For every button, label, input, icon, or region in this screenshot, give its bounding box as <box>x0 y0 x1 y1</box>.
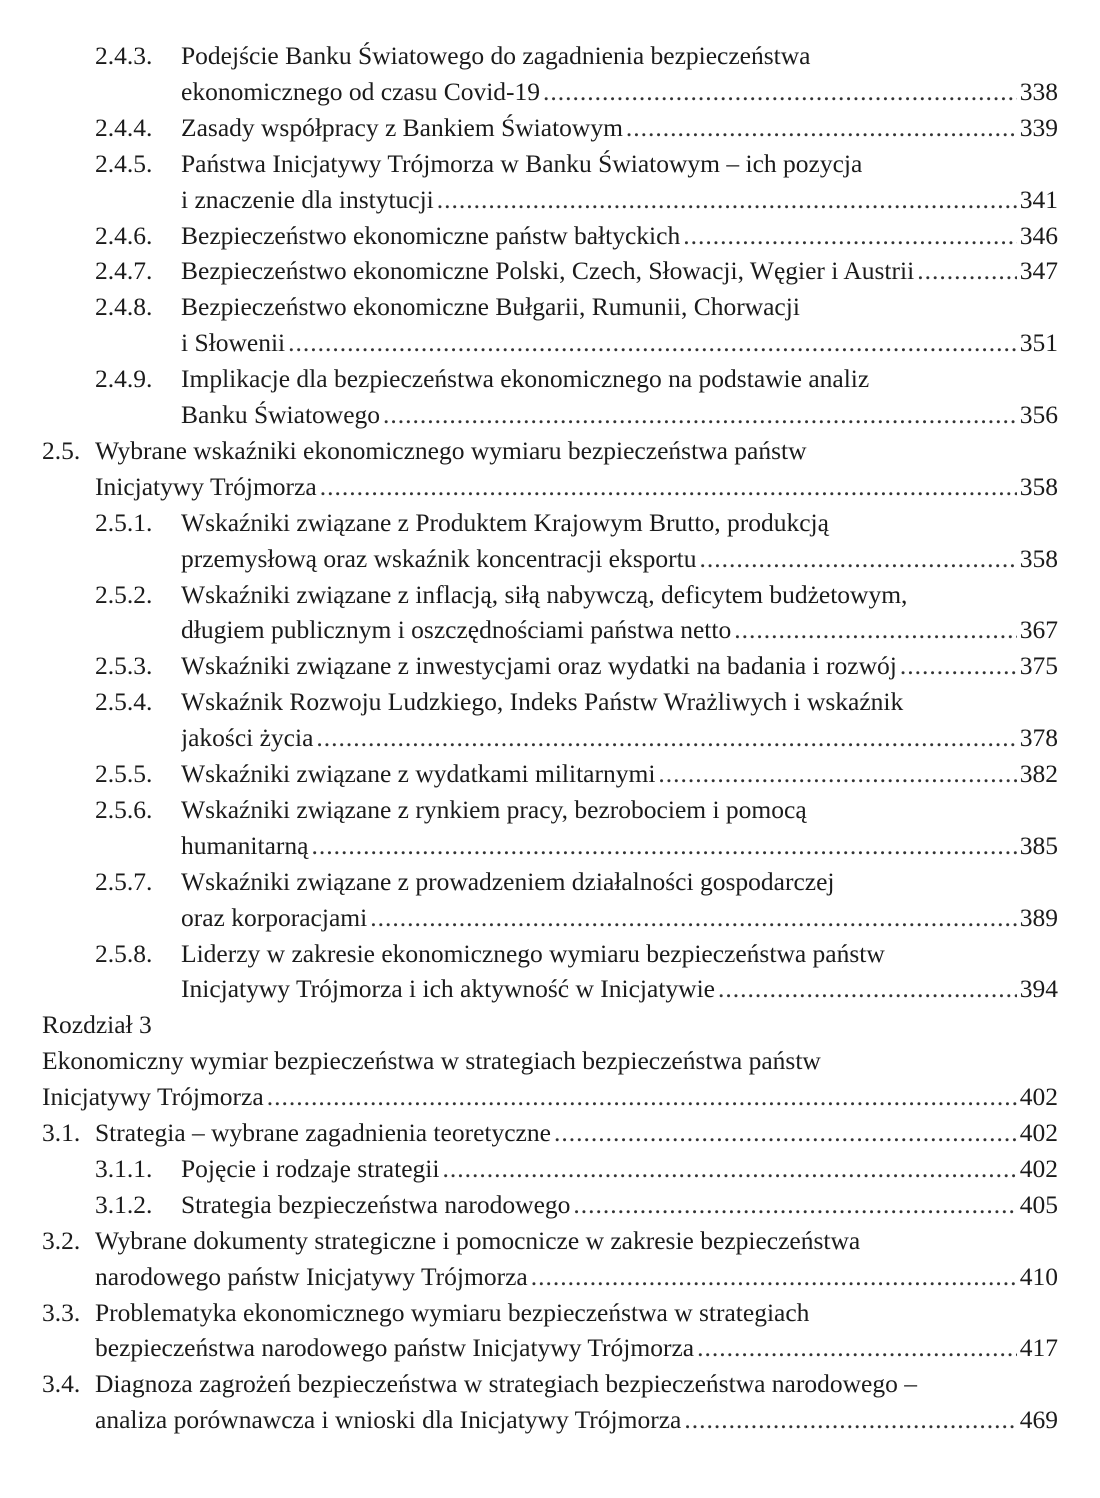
section-title: oraz korporacjami <box>181 902 368 932</box>
dot-leader <box>573 1187 1016 1223</box>
dot-leader <box>288 325 1017 361</box>
toc-entry-last-line <box>95 756 1058 792</box>
toc-entry-last-line <box>181 900 1058 936</box>
toc-entry-line <box>42 433 1058 469</box>
section-title: jakości życia <box>181 723 314 753</box>
section-title: Podejście Banku Światowego do zagadnienia bezpieczeństwa <box>181 41 811 70</box>
section-title: Wskaźnik Rozwoju Ludzkiego, Indeks Państw Wrażliwych i wskaźnik <box>181 687 904 717</box>
toc-entry-line <box>95 792 1058 828</box>
page-number: 382 <box>1019 759 1058 788</box>
page-number: 346 <box>1019 220 1058 250</box>
section-title: ekonomicznego od czasu Covid-19 <box>181 76 541 106</box>
section-title: Wskaźniki związane z rynkiem pracy, bezrobociem i pomocą <box>181 794 807 824</box>
page-number: 410 <box>1019 1261 1058 1291</box>
toc-entry-last-line <box>181 74 1058 110</box>
toc-entry-line <box>42 1007 1058 1043</box>
page-number: 389 <box>1019 902 1058 932</box>
section-number: 2.4.4. <box>95 112 153 142</box>
section-title: Strategia bezpieczeństwa narodowego <box>181 1189 571 1219</box>
page-number: 402 <box>1019 1153 1058 1183</box>
section-title: Wskaźniki związane z prowadzeniem działalności gospodarczej <box>181 866 835 896</box>
dot-leader <box>917 253 1017 289</box>
section-number: 2.4.3. <box>95 41 153 70</box>
page-number: 356 <box>1019 400 1058 429</box>
section-title: Wybrane dokumenty strategiczne i pomocnicze w zakresie bezpieczeństwa <box>95 1225 861 1255</box>
toc-entry-line <box>95 289 1058 325</box>
dot-leader <box>437 182 1017 218</box>
page-number: 394 <box>1019 974 1058 1004</box>
page-number: 338 <box>1019 76 1058 106</box>
toc-entry-last-line <box>181 612 1058 648</box>
dot-leader <box>267 1079 1017 1115</box>
toc-entry-last-line <box>181 182 1058 218</box>
section-title: narodowego państw Inicjatywy Trójmorza <box>95 1261 528 1291</box>
section-number: 2.5.5. <box>95 759 153 788</box>
section-number: 2.4.6. <box>95 220 153 250</box>
toc-entry-last-line <box>181 397 1058 433</box>
section-title: Państwa Inicjatywy Trójmorza w Banku Światowym – ich pozycja <box>181 148 863 178</box>
section-number: 2.5. <box>42 435 81 465</box>
dot-leader <box>683 218 1017 254</box>
section-number: 3.4. <box>42 1369 81 1399</box>
section-title: Inicjatywy Trójmorza i ich aktywność w Inicjatywie <box>181 974 715 1004</box>
section-title: Wybrane wskaźniki ekonomicznego wymiaru bezpieczeństwa państw <box>95 435 807 465</box>
section-number: 2.5.3. <box>95 651 153 681</box>
page-number: 339 <box>1019 112 1058 142</box>
section-title: bezpieczeństwa narodowego państw Inicjatywy Trójmorza <box>95 1333 695 1363</box>
toc-entry-last-line <box>95 110 1058 146</box>
page-number: 402 <box>1019 1118 1058 1147</box>
toc-entry-last-line <box>95 648 1058 684</box>
toc-entry-line <box>42 1043 1058 1079</box>
dot-leader <box>531 1259 1017 1295</box>
toc-entry-last-line <box>42 1079 1058 1115</box>
toc-entry-last-line <box>42 1115 1058 1151</box>
section-number: 2.5.7. <box>95 866 153 896</box>
section-title: Zasady współpracy z Bankiem Światowym <box>181 112 623 142</box>
section-title: Inicjatywy Trójmorza <box>42 1082 264 1112</box>
dot-leader <box>900 648 1017 684</box>
section-title: Banku Światowego <box>181 400 381 429</box>
toc-entry-line <box>42 1295 1058 1331</box>
toc-entry-line <box>95 864 1058 900</box>
dot-leader <box>626 110 1017 146</box>
toc-entry-last-line <box>95 253 1058 289</box>
toc-entry-last-line <box>95 218 1058 254</box>
page-number: 378 <box>1019 723 1058 753</box>
toc-entry-last-line <box>95 1187 1058 1223</box>
page-number: 375 <box>1019 651 1058 681</box>
page-number: 402 <box>1019 1082 1058 1112</box>
toc-entry-line <box>42 1366 1058 1402</box>
section-title: Diagnoza zagrożeń bezpieczeństwa w strategiach bezpieczeństwa narodowego – <box>95 1369 917 1399</box>
toc-entry-last-line <box>95 1151 1058 1187</box>
toc-entry-line <box>95 361 1058 397</box>
section-title: Inicjatywy Trójmorza <box>95 471 317 501</box>
page-number: 358 <box>1019 543 1058 573</box>
section-title: Bezpieczeństwo ekonomiczne państw bałtyckich <box>181 220 681 250</box>
section-title: Liderzy w zakresie ekonomicznego wymiaru bezpieczeństwa państw <box>181 938 885 968</box>
section-title: Strategia – wybrane zagadnienia teoretyczne <box>95 1118 551 1147</box>
section-number: 2.4.5. <box>95 148 153 178</box>
dot-leader <box>320 469 1017 505</box>
toc-entry-line <box>95 577 1058 613</box>
section-title: Wskaźniki związane z Produktem Krajowym Brutto, produkcją <box>181 507 829 537</box>
toc-entry-last-line <box>181 828 1058 864</box>
toc-entry-line <box>95 38 1058 74</box>
dot-leader <box>699 541 1016 577</box>
page-number: 347 <box>1019 256 1058 286</box>
section-title: i Słowenii <box>181 328 286 358</box>
section-number: 2.5.1. <box>95 507 153 537</box>
toc-entry-line <box>95 146 1058 182</box>
section-number: 2.4.9. <box>95 364 153 394</box>
page-number: 417 <box>1019 1333 1058 1363</box>
section-title: długiem publicznym i oszczędnościami państwa netto <box>181 615 732 645</box>
toc-entry-last-line <box>181 325 1058 361</box>
toc-entry-last-line <box>95 1259 1058 1295</box>
section-number: 3.2. <box>42 1225 81 1255</box>
toc-entry-last-line <box>95 1330 1058 1366</box>
section-title: Rozdział 3 <box>42 1010 152 1040</box>
dot-leader <box>554 1115 1017 1151</box>
section-title: Bezpieczeństwo ekonomiczne Polski, Czech, Słowacji, Węgier i Austrii <box>181 256 915 286</box>
page-number: 341 <box>1019 184 1058 214</box>
page-number: 385 <box>1019 830 1058 860</box>
section-title: Pojęcie i rodzaje strategii <box>181 1153 440 1183</box>
section-title: Ekonomiczny wymiar bezpieczeństwa w strategiach bezpieczeństwa państw <box>42 1046 821 1076</box>
dot-leader <box>658 756 1016 792</box>
dot-leader <box>442 1151 1016 1187</box>
section-number: 2.5.2. <box>95 579 153 609</box>
toc-entry-last-line <box>181 720 1058 756</box>
dot-leader <box>697 1330 1017 1366</box>
section-title: Wskaźniki związane z inwestycjami oraz wydatki na badania i rozwój <box>181 651 897 681</box>
section-number: 2.5.6. <box>95 794 153 824</box>
section-number: 3.1.1. <box>95 1153 153 1183</box>
section-title: Wskaźniki związane z wydatkami militarnymi <box>181 759 656 788</box>
toc-entry-line <box>95 936 1058 972</box>
section-number: 2.5.8. <box>95 938 153 968</box>
dot-leader <box>543 74 1017 110</box>
toc-entry-line <box>95 505 1058 541</box>
toc-entry-last-line <box>181 971 1058 1007</box>
section-title: Wskaźniki związane z inflacją, siłą nabywczą, deficytem budżetowym, <box>181 579 908 609</box>
page-number: 405 <box>1019 1189 1058 1219</box>
section-title: analiza porównawcza i wnioski dla Inicjatywy Trójmorza <box>95 1405 682 1435</box>
section-title: przemysłową oraz wskaźnik koncentracji eksportu <box>181 543 697 573</box>
section-number: 2.4.8. <box>95 292 153 322</box>
toc-entry-line <box>42 1223 1058 1259</box>
section-title: Bezpieczeństwo ekonomiczne Bułgarii, Rumunii, Chorwacji <box>181 292 800 322</box>
page-number: 358 <box>1019 471 1058 501</box>
toc-entry-last-line <box>181 541 1058 577</box>
toc-entry-line <box>95 684 1058 720</box>
dot-leader <box>311 828 1016 864</box>
section-number: 3.1. <box>42 1118 81 1147</box>
page-number: 469 <box>1019 1405 1058 1435</box>
dot-leader <box>718 971 1017 1007</box>
section-title: i znaczenie dla instytucji <box>181 184 434 214</box>
section-number: 2.5.4. <box>95 687 153 717</box>
section-number: 3.1.2. <box>95 1189 153 1219</box>
section-title: humanitarną <box>181 830 309 860</box>
dot-leader <box>734 612 1017 648</box>
dot-leader <box>684 1402 1016 1438</box>
page-number: 351 <box>1019 328 1058 358</box>
dot-leader <box>383 397 1017 433</box>
section-title: Problematyka ekonomicznego wymiaru bezpieczeństwa w strategiach <box>95 1297 810 1327</box>
section-title: Implikacje dla bezpieczeństwa ekonomicznego na podstawie analiz <box>181 364 870 394</box>
section-number: 2.4.7. <box>95 256 153 286</box>
dot-leader <box>370 900 1017 936</box>
toc-entry-last-line <box>95 1402 1058 1438</box>
page-number: 367 <box>1019 615 1058 645</box>
section-number: 3.3. <box>42 1297 81 1327</box>
dot-leader <box>316 720 1016 756</box>
toc-entry-last-line <box>95 469 1058 505</box>
